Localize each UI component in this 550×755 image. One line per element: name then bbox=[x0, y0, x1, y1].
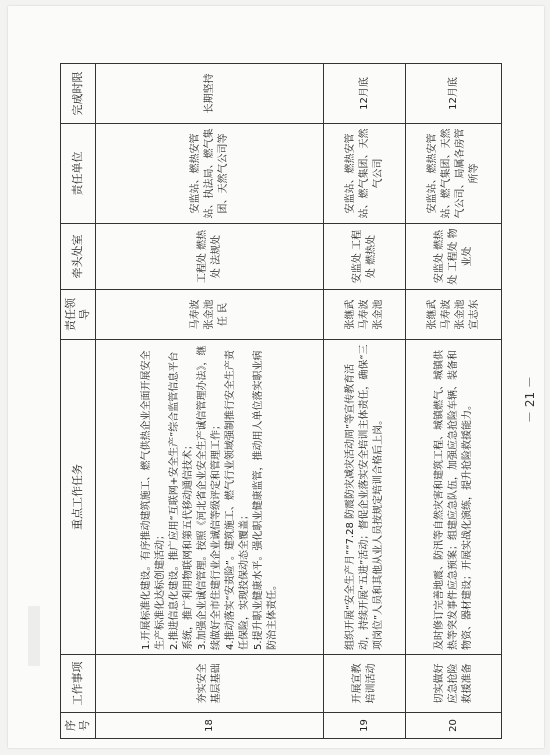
rotated-table-container bbox=[60, 64, 500, 739]
row-lead-dept: 安监处 燃热处 工程处 物业处 bbox=[406, 224, 502, 290]
header-item: 工作事项 bbox=[61, 655, 96, 713]
header-task: 重点工作任务 bbox=[61, 340, 96, 655]
row-seq: 18 bbox=[96, 713, 324, 739]
header-lead-dept: 牵头处室 bbox=[61, 224, 96, 290]
row-seq: 19 bbox=[324, 713, 406, 739]
row-item: 切实做好应急抢险救援准备 bbox=[406, 655, 502, 713]
task-line: 3.加强企业诚信管理。按照《河北省企业安全生产诚信管理办法》，继续做好全市住建行业企业诚信等级评定和管理工作； bbox=[196, 345, 222, 650]
row-leader: 张继武 马寿波 张金池 宣志东 bbox=[406, 290, 502, 340]
table-row bbox=[324, 64, 406, 739]
task-line: 1.开展标准化建设。有序推动建筑施工、燃气供热企业全面开展安全生产标准化达标创建活动； bbox=[140, 350, 166, 650]
header-leader: 责任领导 bbox=[61, 290, 96, 340]
task-line: 及时修订完善地震、防汛等自然灾害和建筑工程、城镇燃气、城镇供热等突发事件应急预案；组建应急队伍，加强应急抢险车辆、装备和物资、器材建设；开展实战化演练，提升抢险救援能力。 bbox=[433, 350, 473, 650]
header-unit: 责任单位 bbox=[61, 124, 96, 224]
task-line: 4.推动落实“安责险”。建筑施工、燃气行业领域强制推行安全生产责任保险，实现投保动态全覆盖； bbox=[224, 350, 250, 650]
row-seq: 20 bbox=[406, 713, 502, 739]
row-item: 夯实安全基层基础 bbox=[96, 655, 324, 713]
row-leader: 马寿波 张金池 任 民 bbox=[96, 290, 324, 340]
header-seq: 序号 bbox=[61, 713, 96, 739]
row-task bbox=[406, 340, 502, 655]
row-lead-dept: 工程处 燃热处 法规处 bbox=[96, 224, 324, 290]
row-deadline: 长期坚持 bbox=[96, 64, 324, 124]
row-lead-dept: 安监处 工程处 燃热处 bbox=[324, 224, 406, 290]
table-row bbox=[96, 64, 324, 739]
row-item: 开展宣教培训活动 bbox=[324, 655, 406, 713]
task-line: 2.推进信息化建设。推广应用“互联网+安全生产”综合监管信息平台系统，推广利用物联网和第五代移动通信技术； bbox=[168, 351, 194, 650]
row-leader: 张继武 马寿波 张金池 bbox=[324, 290, 406, 340]
task-line: 组织开展“安全生产月”“7.28 防震防灾减灾活动周”等宣传教育活动，持续开展“五进”活动；督促企业落实安全培训主体责任，确保“三项岗位”人员和其他从业人员按规定培训合格后上岗。 bbox=[344, 344, 384, 650]
page-number: － 21 － bbox=[522, 376, 537, 423]
row-unit: 安监站、燃热安管站、燃气集团、天然气公司 bbox=[324, 124, 406, 224]
row-deadline: 12月底 bbox=[406, 64, 502, 124]
row-unit: 安监站、燃热安管站、燃气集团、天然气公司、局属各房管所等 bbox=[406, 124, 502, 224]
row-deadline: 12月底 bbox=[324, 64, 406, 124]
row-unit: 安监站、燃热安管站、执法局、燃气集团、天然气公司等 bbox=[96, 124, 324, 224]
task-line: 5.提升职业健康水平。强化职业健康监管，推动用人单位落实职业病防治主体责任。 bbox=[252, 350, 278, 650]
table-row bbox=[406, 64, 502, 739]
document-page bbox=[8, 6, 544, 748]
header-deadline: 完成时限 bbox=[61, 64, 96, 124]
work-task-table bbox=[60, 63, 502, 739]
row-task bbox=[324, 340, 406, 655]
table-header-row bbox=[61, 64, 96, 739]
scan-stain bbox=[28, 606, 40, 666]
row-task bbox=[96, 340, 324, 655]
